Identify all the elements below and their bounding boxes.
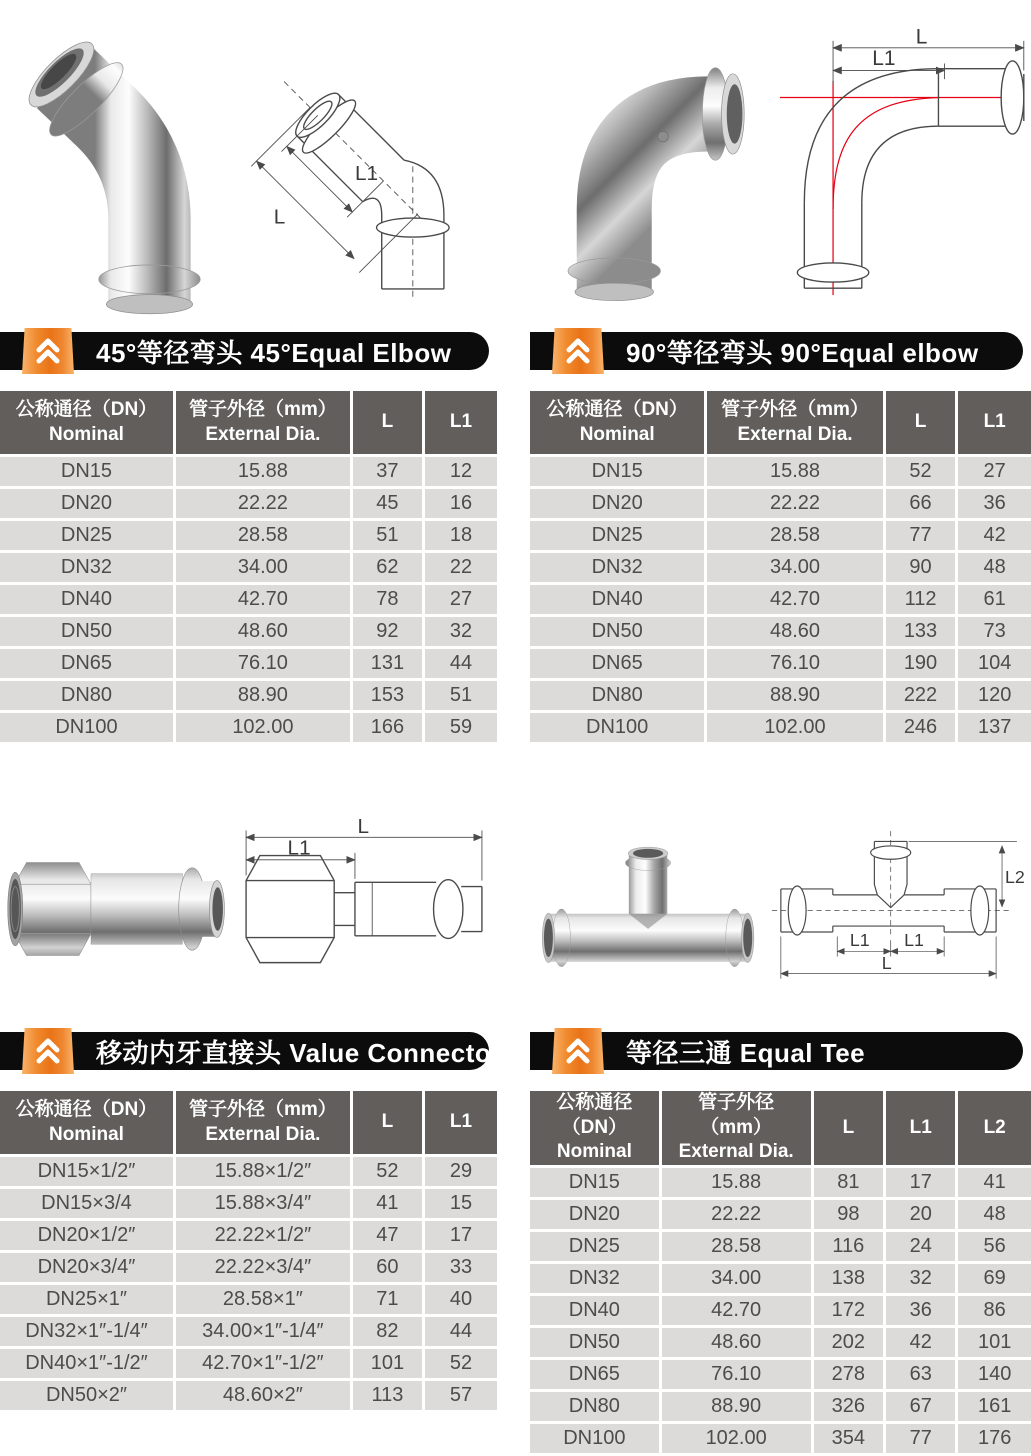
table-cell: 112	[886, 585, 959, 614]
table-cell: 29	[425, 1157, 497, 1186]
table-cell: 28.58×1″	[176, 1285, 353, 1314]
section-equal-tee	[530, 787, 1031, 1456]
table-cell: DN50	[530, 617, 707, 646]
table-cell: 33	[425, 1253, 497, 1282]
table-cell: 131	[353, 649, 425, 678]
dim-label-l1: L1	[871, 46, 896, 70]
table-cell: DN20×3/4″	[0, 1253, 176, 1282]
column-header: 管子外径（mm） External Dia.	[662, 1091, 814, 1165]
table-cell: 101	[958, 1328, 1031, 1357]
table-cell: 48.60	[176, 617, 353, 646]
table-cell: 16	[425, 489, 497, 518]
table-cell: 48.60×2″	[176, 1381, 353, 1410]
section-45-equal-elbow	[0, 0, 497, 745]
table-cell: 102.00	[707, 713, 885, 742]
table-cell: DN100	[530, 1424, 662, 1453]
column-header: 公称通径（DN） Nominal	[530, 391, 707, 454]
table-cell: DN25	[530, 1232, 662, 1261]
table-cell: 27	[958, 457, 1031, 486]
table-cell: 37	[353, 457, 425, 486]
table-cell: DN80	[530, 1392, 662, 1421]
section-banner	[0, 332, 489, 370]
table-cell: 63	[886, 1360, 958, 1389]
table-cell: 44	[425, 1317, 497, 1346]
table-row	[530, 1200, 1031, 1229]
table-row	[530, 457, 1031, 486]
table-cell: 77	[886, 521, 959, 550]
table-cell: 81	[814, 1168, 887, 1197]
table-cell: 88.90	[662, 1392, 814, 1421]
table-cell: DN32	[0, 553, 176, 582]
column-header: 公称通径（DN） Nominal	[0, 1091, 176, 1154]
table-cell: 22.22	[707, 489, 885, 518]
table-row	[530, 681, 1031, 710]
table-cell: 138	[814, 1264, 887, 1293]
table-cell: DN25	[0, 521, 176, 550]
table-row	[0, 553, 497, 582]
table-cell: 62	[353, 553, 425, 582]
dim-label-l: L	[881, 952, 892, 973]
table-row	[0, 1285, 497, 1314]
table-cell: 34.00×1″-1/4″	[176, 1317, 353, 1346]
table-cell: 202	[814, 1328, 887, 1357]
table-cell: 15.88×3/4″	[176, 1189, 353, 1218]
table-cell: 137	[958, 713, 1031, 742]
table-cell: 101	[353, 1349, 425, 1378]
table-cell: 18	[425, 521, 497, 550]
table-cell: 59	[425, 713, 497, 742]
table-row	[530, 1424, 1031, 1453]
table-cell: DN65	[0, 649, 176, 678]
table-cell: 172	[814, 1296, 887, 1325]
table-cell: 15	[425, 1189, 497, 1218]
chevron-double-up-icon	[22, 328, 74, 374]
table-cell: 88.90	[176, 681, 353, 710]
table-row	[0, 1349, 497, 1378]
table-cell: 51	[425, 681, 497, 710]
table-header-row	[0, 1091, 497, 1154]
product-photo-connector	[4, 792, 229, 1025]
table-row	[0, 521, 497, 550]
section-banner	[530, 1032, 1023, 1070]
table-row	[0, 649, 497, 678]
table-cell: DN20×1/2″	[0, 1221, 176, 1250]
table-row	[530, 585, 1031, 614]
table-cell: 41	[958, 1168, 1031, 1197]
product-photo-90-elbow	[534, 7, 761, 324]
table-cell: 76.10	[662, 1360, 814, 1389]
dimension-diagram-connector	[234, 792, 493, 1025]
table-cell: DN65	[530, 649, 707, 678]
table-cell: 326	[814, 1392, 887, 1421]
table-row	[0, 681, 497, 710]
table-cell: 42.70	[662, 1296, 814, 1325]
column-header: L	[886, 391, 959, 454]
column-header: L	[353, 391, 425, 454]
table-cell: 44	[425, 649, 497, 678]
table-cell: 76.10	[176, 649, 353, 678]
table-cell: 67	[886, 1392, 958, 1421]
column-header: L2	[958, 1091, 1031, 1165]
table-cell: 22.22	[662, 1200, 814, 1229]
table-cell: 222	[886, 681, 959, 710]
table-cell: 86	[958, 1296, 1031, 1325]
table-cell: DN20	[0, 489, 176, 518]
table-cell: 15.88	[662, 1168, 814, 1197]
table-row	[530, 1360, 1031, 1389]
table-cell: 42.70	[707, 585, 885, 614]
table-cell: DN32	[530, 1264, 662, 1293]
table-row	[530, 1392, 1031, 1421]
table-cell: 24	[886, 1232, 958, 1261]
table-header-row	[0, 391, 497, 454]
table-row	[530, 1232, 1031, 1261]
chevron-double-up-icon	[552, 328, 604, 374]
table-row	[530, 1328, 1031, 1357]
table-cell: 88.90	[707, 681, 885, 710]
table-cell: 42.70	[176, 585, 353, 614]
table-cell: DN80	[0, 681, 176, 710]
table-cell: 92	[353, 617, 425, 646]
table-cell: 176	[958, 1424, 1031, 1453]
table-cell: 60	[353, 1253, 425, 1282]
column-header: L1	[958, 391, 1031, 454]
table-cell: DN15×3/4	[0, 1189, 176, 1218]
column-header: 公称通径（DN） Nominal	[0, 391, 176, 454]
spec-table-tee	[530, 1088, 1031, 1456]
table-cell: DN40	[530, 585, 707, 614]
chevron-double-up-icon	[22, 1028, 74, 1074]
table-row	[530, 489, 1031, 518]
table-cell: DN15×1/2″	[0, 1157, 176, 1186]
table-cell: 42.70×1″-1/2″	[176, 1349, 353, 1378]
table-cell: 28.58	[707, 521, 885, 550]
table-cell: 354	[814, 1424, 887, 1453]
table-cell: DN15	[530, 457, 707, 486]
table-cell: DN25×1″	[0, 1285, 176, 1314]
table-cell: 113	[353, 1381, 425, 1410]
figure-row-connector	[0, 787, 497, 1030]
table-cell: 28.58	[662, 1232, 814, 1261]
table-cell: 28.58	[176, 521, 353, 550]
table-cell: 41	[353, 1189, 425, 1218]
figure-row-90-elbow	[530, 0, 1031, 330]
table-cell: 69	[958, 1264, 1031, 1293]
table-row	[530, 1168, 1031, 1197]
table-cell: 116	[814, 1232, 887, 1261]
table-row	[530, 649, 1031, 678]
table-cell: 102.00	[662, 1424, 814, 1453]
table-row	[0, 1157, 497, 1186]
dim-label-l1: L1	[287, 836, 311, 860]
table-cell: 22.22	[176, 489, 353, 518]
table-cell: 34.00	[707, 553, 885, 582]
dim-label-l: L	[273, 204, 286, 228]
table-row	[530, 617, 1031, 646]
table-cell: 76.10	[707, 649, 885, 678]
table-cell: DN40×1″-1/2″	[0, 1349, 176, 1378]
table-cell: 52	[425, 1349, 497, 1378]
column-header: L1	[886, 1091, 958, 1165]
dimension-diagram-90-elbow	[766, 7, 1027, 324]
table-row	[0, 713, 497, 742]
table-cell: DN25	[530, 521, 707, 550]
column-header: L	[814, 1091, 887, 1165]
figure-row-45-elbow	[0, 0, 497, 330]
column-header: L	[353, 1091, 425, 1154]
table-cell: 190	[886, 649, 959, 678]
table-cell: DN20	[530, 489, 707, 518]
dim-label-l: L	[357, 814, 369, 838]
table-cell: DN15	[530, 1168, 662, 1197]
column-header: L1	[425, 1091, 497, 1154]
table-row	[0, 1253, 497, 1282]
column-header: 管子外径（mm） External Dia.	[176, 1091, 353, 1154]
product-photo-tee	[534, 792, 761, 1025]
table-cell: DN65	[530, 1360, 662, 1389]
column-header: 管子外径（mm） External Dia.	[707, 391, 885, 454]
table-cell: DN50	[530, 1328, 662, 1357]
table-cell: 40	[425, 1285, 497, 1314]
table-cell: 42	[958, 521, 1031, 550]
table-cell: 98	[814, 1200, 887, 1229]
table-cell: 27	[425, 585, 497, 614]
table-cell: DN80	[530, 681, 707, 710]
section-title: 90°等径弯头 90°Equal elbow	[626, 337, 979, 368]
table-cell: 77	[886, 1424, 958, 1453]
table-cell: DN40	[0, 585, 176, 614]
table-header-row	[530, 1091, 1031, 1165]
table-row	[530, 553, 1031, 582]
table-cell: 52	[886, 457, 959, 486]
table-cell: 71	[353, 1285, 425, 1314]
table-cell: 102.00	[176, 713, 353, 742]
table-cell: 36	[886, 1296, 958, 1325]
table-cell: 15.88	[707, 457, 885, 486]
table-header-row	[530, 391, 1031, 454]
column-header: 管子外径（mm） External Dia.	[176, 391, 353, 454]
table-cell: DN100	[0, 713, 176, 742]
table-cell: 133	[886, 617, 959, 646]
chevron-double-up-icon	[552, 1028, 604, 1074]
table-cell: 82	[353, 1317, 425, 1346]
table-cell: 73	[958, 617, 1031, 646]
table-cell: DN50	[0, 617, 176, 646]
table-cell: DN40	[530, 1296, 662, 1325]
table-cell: 17	[886, 1168, 958, 1197]
product-photo-45-elbow	[4, 7, 229, 324]
table-cell: 22.22×3/4″	[176, 1253, 353, 1282]
table-cell: 34.00	[662, 1264, 814, 1293]
table-cell: 42	[886, 1328, 958, 1357]
table-cell: DN32	[530, 553, 707, 582]
dim-label-l1: L1	[354, 161, 378, 185]
dim-label-l: L	[915, 25, 928, 49]
table-row	[0, 489, 497, 518]
table-cell: 20	[886, 1200, 958, 1229]
table-cell: 17	[425, 1221, 497, 1250]
dimension-diagram-tee	[766, 792, 1027, 1025]
table-cell: 51	[353, 521, 425, 550]
dimension-diagram-45-elbow	[234, 7, 493, 324]
table-row	[0, 585, 497, 614]
table-cell: 34.00	[176, 553, 353, 582]
table-row	[530, 521, 1031, 550]
table-cell: 61	[958, 585, 1031, 614]
table-row	[0, 1221, 497, 1250]
table-row	[530, 1264, 1031, 1293]
table-cell: 166	[353, 713, 425, 742]
table-cell: 52	[353, 1157, 425, 1186]
table-cell: 48	[958, 553, 1031, 582]
table-cell: DN50×2″	[0, 1381, 176, 1410]
table-cell: 15.88	[176, 457, 353, 486]
table-cell: 47	[353, 1221, 425, 1250]
table-cell: 22	[425, 553, 497, 582]
table-cell: 57	[425, 1381, 497, 1410]
table-cell: 120	[958, 681, 1031, 710]
table-cell: 48.60	[707, 617, 885, 646]
table-cell: DN100	[530, 713, 707, 742]
section-banner	[530, 332, 1023, 370]
table-cell: 45	[353, 489, 425, 518]
table-cell: 36	[958, 489, 1031, 518]
column-header: L1	[425, 391, 497, 454]
section-90-equal-elbow	[530, 0, 1031, 745]
table-cell: 32	[425, 617, 497, 646]
table-cell: 278	[814, 1360, 887, 1389]
table-row	[0, 1189, 497, 1218]
table-cell: 161	[958, 1392, 1031, 1421]
section-title: 45°等径弯头 45°Equal Elbow	[96, 337, 452, 368]
table-row	[0, 1381, 497, 1410]
table-row	[0, 617, 497, 646]
table-cell: 66	[886, 489, 959, 518]
table-cell: 48.60	[662, 1328, 814, 1357]
table-cell: DN32×1″-1/4″	[0, 1317, 176, 1346]
spec-table-45-elbow	[0, 388, 497, 745]
table-cell: DN20	[530, 1200, 662, 1229]
table-cell: 153	[353, 681, 425, 710]
section-title: 等径三通 Equal Tee	[626, 1037, 866, 1068]
table-cell: 90	[886, 553, 959, 582]
column-header: 公称通径（DN） Nominal	[530, 1091, 662, 1165]
table-cell: DN15	[0, 457, 176, 486]
section-value-connector	[0, 787, 502, 1456]
spec-table-connector	[0, 1088, 497, 1413]
table-row	[0, 457, 497, 486]
figure-row-tee	[530, 787, 1031, 1030]
table-cell: 32	[886, 1264, 958, 1293]
dim-label-l1-right: L1	[903, 929, 924, 950]
table-cell: 140	[958, 1360, 1031, 1389]
table-cell: 22.22×1/2″	[176, 1221, 353, 1250]
table-row	[530, 713, 1031, 742]
table-row	[0, 1317, 497, 1346]
dim-label-l2: L2	[1004, 866, 1025, 887]
table-cell: 48	[958, 1200, 1031, 1229]
table-cell: 56	[958, 1232, 1031, 1261]
spec-table-90-elbow	[530, 388, 1031, 745]
table-cell: 78	[353, 585, 425, 614]
section-title: 移动内牙直接头 Value Connector	[96, 1037, 502, 1068]
dim-label-l1-left: L1	[849, 929, 870, 950]
table-cell: 246	[886, 713, 959, 742]
table-cell: 15.88×1/2″	[176, 1157, 353, 1186]
table-cell: 104	[958, 649, 1031, 678]
table-cell: 12	[425, 457, 497, 486]
table-row	[530, 1296, 1031, 1325]
section-banner	[0, 1032, 502, 1070]
